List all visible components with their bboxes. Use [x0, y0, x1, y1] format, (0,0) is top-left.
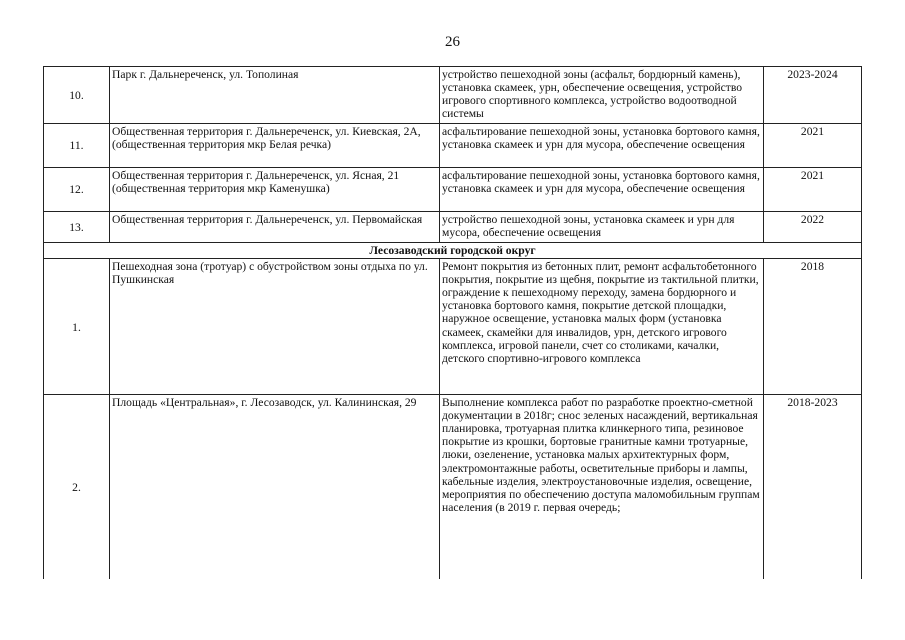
territories-table [43, 66, 862, 579]
row-location: Парк г. Дальнереченск, ул. Тополиная [110, 67, 440, 124]
row-works: устройство пешеходной зоны, установка скамеек и урн для мусора, обеспечение освещения [440, 212, 764, 243]
page-number: 26 [445, 34, 460, 50]
section-header: Лесозаводский городской округ [44, 243, 862, 259]
row-number: 2. [44, 395, 110, 579]
row-year: 2021 [764, 124, 862, 168]
row-works: устройство пешеходной зоны (асфальт, бордюрный камень), установка скамеек, урн, обеспечение освещения, устройство игрового спортивного комплекса, устройство водоотводной системы [440, 67, 764, 124]
table-row [44, 67, 862, 124]
row-year: 2018-2023 [764, 395, 862, 579]
row-works: Ремонт покрытия из бетонных плит, ремонт асфальтобетонного покрытия, покрытие из щебня, покрытие из тактильной плитки, ограждение к пешеходному переходу, замена бордюрного и установка бортового камня, покрытие детской площадки, наружное освещение, установка малых форм (установка скамеек, скамейки для инвалидов, урн, детского игрового комплекса, игровой панели, счет со столиками, качалки, детского спортивно-игрового комплекса [440, 259, 764, 395]
row-year: 2021 [764, 168, 862, 212]
row-year: 2022 [764, 212, 862, 243]
table-row [44, 395, 862, 579]
table-row [44, 124, 862, 168]
row-year: 2023-2024 [764, 67, 862, 124]
row-location: Площадь «Центральная», г. Лесозаводск, ул. Калининская, 29 [110, 395, 440, 579]
row-works: Выполнение комплекса работ по разработке проектно-сметной документации в 2018г; снос зеленых насаждений, вертикальная планировка, тротуарная плитка клинкерного типа, резиновое покрытие из крошки, бортовые гранитные камни тротуарные, люки, озеленение, установка малых архитектурных форм, электромонтажные работы, осветительные приборы и лампы, кабельные изделия, электроустановочные изделия, освещение, мероприятия по обеспечению доступа маломобильным группам населения (в 2019 г. первая очередь; [440, 395, 764, 579]
row-location: Общественная территория г. Дальнереченск, ул. Киевская, 2А, (общественная территория мкр Белая речка) [110, 124, 440, 168]
row-works: асфальтирование пешеходной зоны, установка бортового камня, установка скамеек и урн для мусора, обеспечение освещения [440, 168, 764, 212]
row-number: 1. [44, 259, 110, 395]
section-header-row [44, 243, 862, 259]
row-number: 13. [44, 212, 110, 243]
row-number: 11. [44, 124, 110, 168]
table-row [44, 168, 862, 212]
row-year: 2018 [764, 259, 862, 395]
row-location: Пешеходная зона (тротуар) с обустройством зоны отдыха по ул. Пушкинская [110, 259, 440, 395]
row-number: 10. [44, 67, 110, 124]
row-location: Общественная территория г. Дальнереченск, ул. Первомайская [110, 212, 440, 243]
row-works: асфальтирование пешеходной зоны, установка бортового камня, установка скамеек и урн для мусора, обеспечение освещения [440, 124, 764, 168]
table-row [44, 212, 862, 243]
table-row [44, 259, 862, 395]
row-number: 12. [44, 168, 110, 212]
row-location: Общественная территория г. Дальнереченск, ул. Ясная, 21 (общественная территория мкр Каменушка) [110, 168, 440, 212]
